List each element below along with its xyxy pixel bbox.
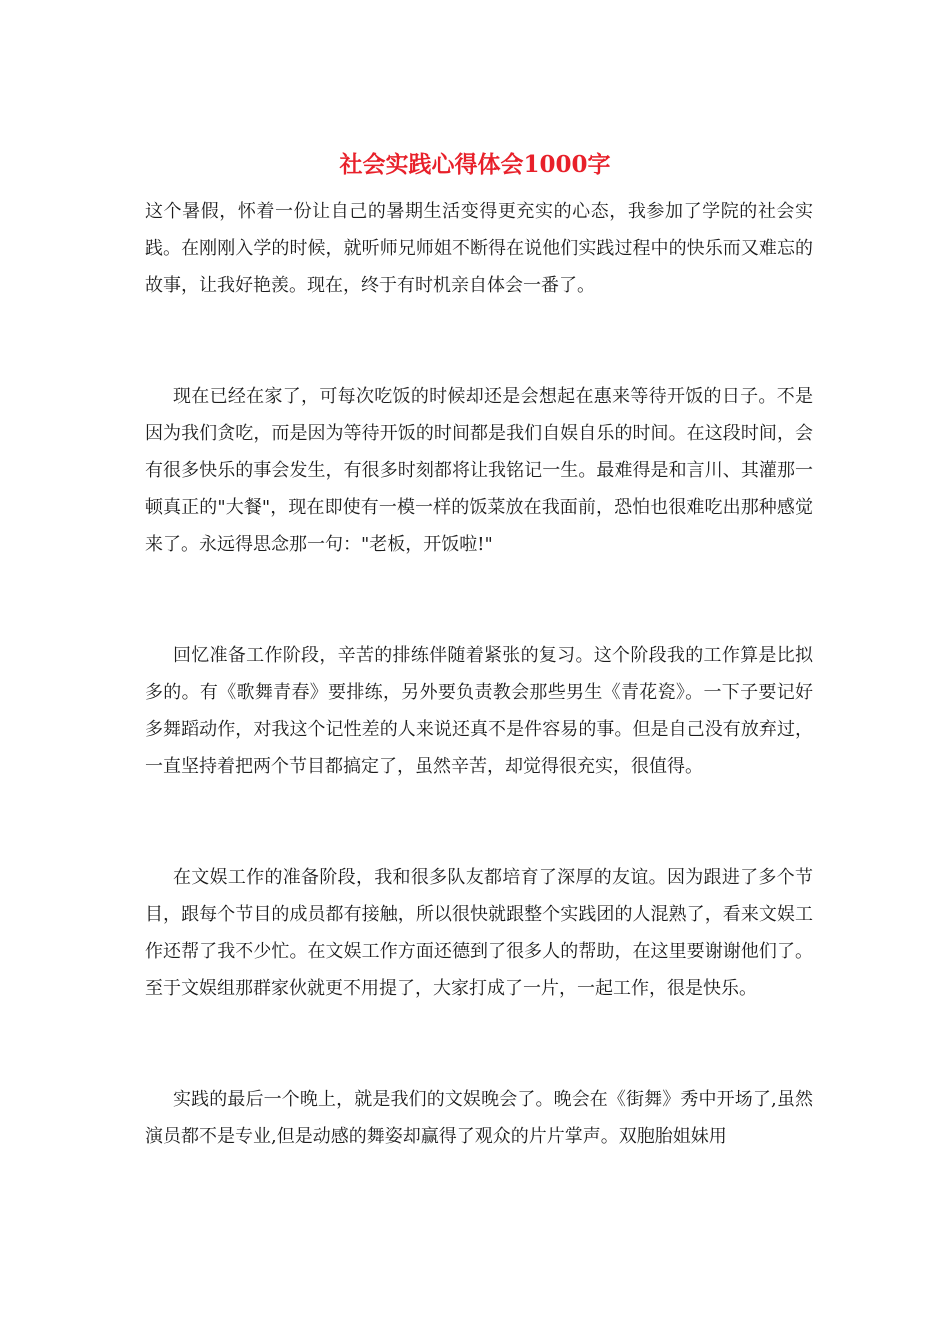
paragraph-5: 实践的最后一个晚上，就是我们的文娱晚会了。晚会在《街舞》秀中开场了,虽然演员都不是专业,但是动感的舞姿却赢得了观众的片片掌声。双胞胎姐妹用 xyxy=(145,1089,813,1147)
paragraph-spacer xyxy=(145,785,813,859)
paragraph-2: 现在已经在家了，可每次吃饭的时候却还是会想起在惠来等待开饭的日子。不是因为我们贪吃，而是因为等待开饭的时间都是我们自娱自乐的时间。在这段时间，会有很多快乐的事会发生，有很多时刻都将让我铭记一生。最难得是和言川、其灌那一顿真正的"大餐"，现在即使有一模一样的饭菜放在我面前，恐怕也很难吃出那种感觉来了。永远得思念那一句："老板，开饭啦!" xyxy=(145,386,813,555)
paragraph-spacer xyxy=(145,563,813,637)
paragraph-3: 回忆准备工作阶段，辛苦的排练伴随着紧张的复习。这个阶段我的工作算是比拟多的。有《歌舞青春》要排练，另外要负责教会那些男生《青花瓷》。一下子要记好多舞蹈动作，对我这个记性差的人来说还真不是件容易的事。但是自己没有放弃过，一直坚持着把两个节目都搞定了，虽然辛苦，却觉得很充实，很值得。 xyxy=(145,645,813,777)
paragraph-4: 在文娱工作的准备阶段，我和很多队友都培育了深厚的友谊。因为跟进了多个节目，跟每个节目的成员都有接触，所以很快就跟整个实践团的人混熟了，看来文娱工作还帮了我不少忙。在文娱工作方面还德到了很多人的帮助，在这里要谢谢他们了。至于文娱组那群家伙就更不用提了，大家打成了一片，一起工作，很是快乐。 xyxy=(145,867,813,999)
paragraph-spacer xyxy=(145,1007,813,1081)
paragraph-spacer xyxy=(145,304,813,378)
paragraph-1: 这个暑假，怀着一份让自己的暑期生活变得更充实的心态，我参加了学院的社会实践。在刚刚入学的时候，就听师兄师姐不断得在说他们实践过程中的快乐而又难忘的故事，让我好艳羡。现在，终于有时机亲自体会一番了。 xyxy=(145,201,813,296)
document-title: 社会实践心得体会1000字 xyxy=(339,151,611,178)
document-body xyxy=(145,193,813,1155)
